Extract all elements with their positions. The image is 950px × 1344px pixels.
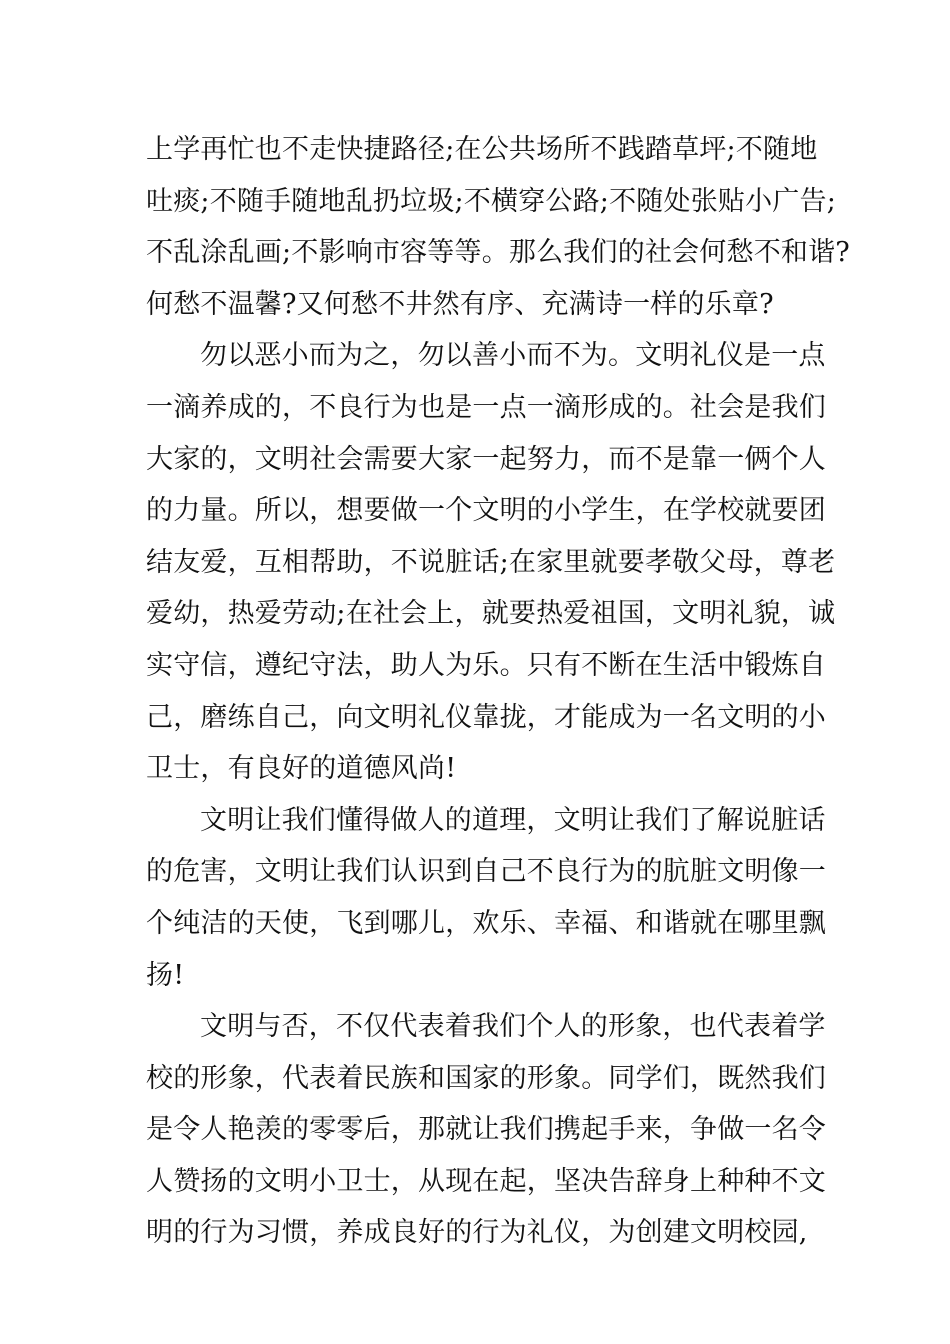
body-text xyxy=(146,124,850,1259)
paragraph-start-line: 勿以恶小而为之，勿以善小而不为。文明礼仪是一点 xyxy=(200,340,826,372)
text-line: 校的形象，代表着民族和国家的形象。同学们，既然我们 xyxy=(146,1062,826,1094)
text-line: 吐痰;不随手随地乱扔垃圾;不横穿公路;不随处张贴小广告; xyxy=(146,185,836,217)
paragraph-start-line: 文明让我们懂得做人的道理，文明让我们了解说脏话 xyxy=(200,804,826,836)
text-line: 的力量。所以，想要做一个文明的小学生，在学校就要团 xyxy=(146,495,826,527)
text-line: 实守信，遵纪守法，助人为乐。只有不断在生活中锻炼自 xyxy=(146,649,826,681)
paragraph-start-line: 文明与否，不仅代表着我们个人的形象，也代表着学 xyxy=(200,1011,826,1043)
text-line: 何愁不温馨?又何愁不井然有序、充满诗一样的乐章? xyxy=(146,288,774,320)
text-line: 爱幼，热爱劳动;在社会上，就要热爱祖国，文明礼貌，诚 xyxy=(146,598,836,630)
text-line: 一滴养成的，不良行为也是一点一滴形成的。社会是我们 xyxy=(146,391,826,423)
text-line: 个纯洁的天使，飞到哪儿，欢乐、幸福、和谐就在哪里飘 xyxy=(146,907,826,939)
text-line: 结友爱，互相帮助，不说脏话;在家里就要孝敬父母，尊老 xyxy=(146,546,836,578)
text-line: 大家的，文明社会需要大家一起努力，而不是靠一俩个人 xyxy=(146,443,826,475)
text-line: 的危害，文明让我们认识到自己不良行为的肮脏文明像一 xyxy=(146,856,826,888)
text-line: 明的行为习惯，养成良好的行为礼仪，为创建文明校园, xyxy=(146,1217,808,1249)
text-line: 是令人艳羡的零零后，那就让我们携起手来，争做一名令 xyxy=(146,1114,826,1146)
text-line: 己，磨练自己，向文明礼仪靠拢，才能成为一名文明的小 xyxy=(146,701,826,733)
text-line: 卫士，有良好的道德风尚! xyxy=(146,753,457,785)
text-line: 扬! xyxy=(146,959,185,991)
text-line: 人赞扬的文明小卫士，从现在起，坚决告辞身上种种不文 xyxy=(146,1165,826,1197)
text-line: 不乱涂乱画;不影响市容等等。那么我们的社会何愁不和谐? xyxy=(146,237,850,269)
text-line: 上学再忙也不走快捷路径;在公共场所不践踏草坪;不随地 xyxy=(146,134,818,165)
